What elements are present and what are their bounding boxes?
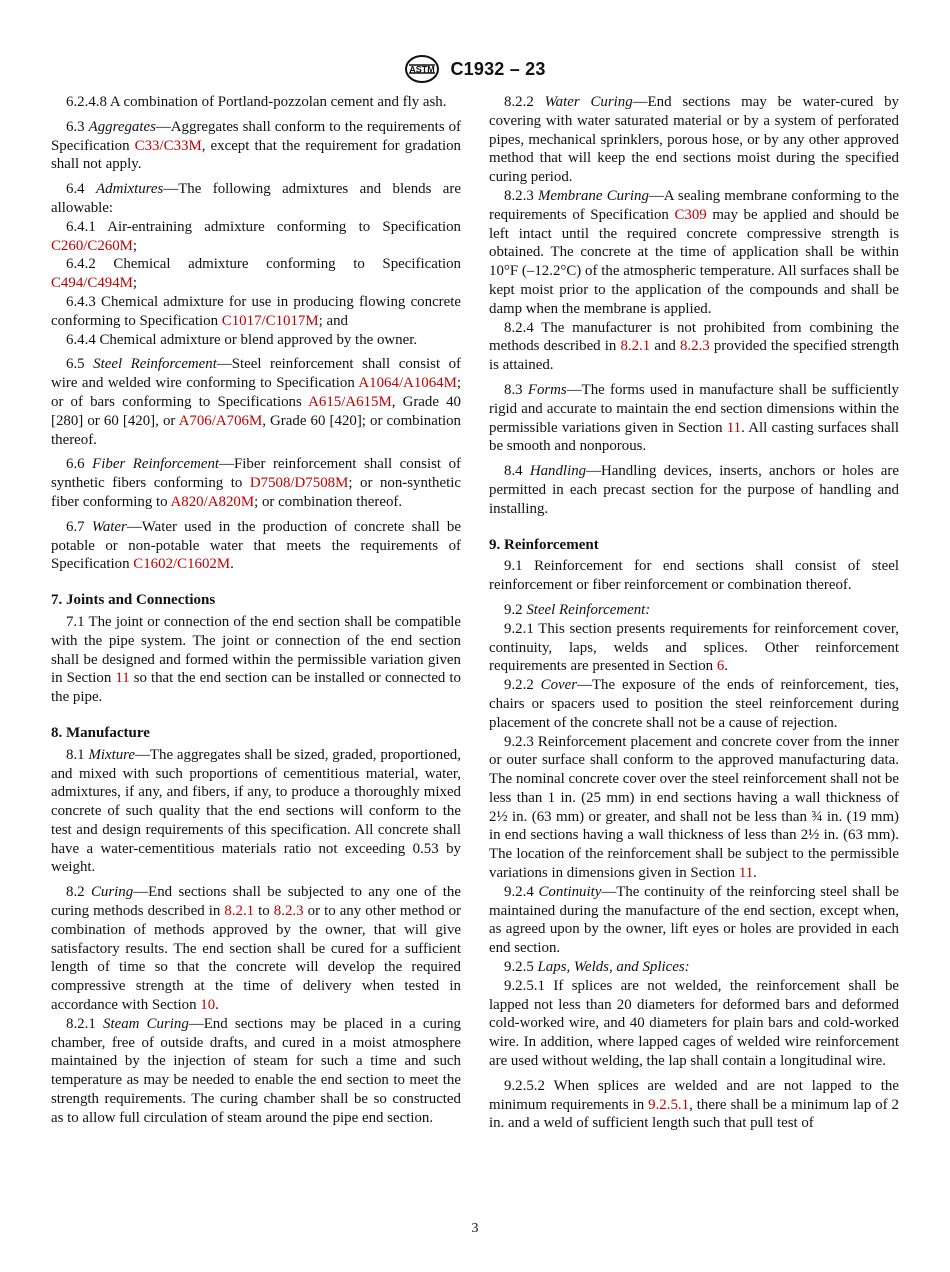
section-heading-7: 7. Joints and Connections bbox=[51, 592, 216, 609]
ref-link[interactable]: A615/A615M bbox=[308, 393, 392, 410]
page-header bbox=[0, 54, 950, 84]
ref-link[interactable]: 6 bbox=[716, 658, 725, 675]
para-9-2-4: 9.2.4 Continuity—The continuity of the reinforcing steel shall be maintained during the manufacture of the end section, except when, as agreed upon by the owner, lift eyes or holes are provided in each end section. bbox=[489, 883, 899, 957]
left-column bbox=[51, 93, 461, 1128]
ref-link[interactable]: C309 bbox=[674, 206, 707, 223]
para-9-2-2: 9.2.2 Cover—The exposure of the ends of reinforcement, ties, chairs or spacers used to position the steel reinforcement during placement of the concrete shall not be a cause of rejection. bbox=[489, 677, 899, 731]
para-6-4: 6.4 Admixtures—The following admixtures and blends are allowable: bbox=[51, 181, 461, 216]
right-column bbox=[489, 93, 899, 1133]
ref-link[interactable]: 11 bbox=[738, 865, 754, 882]
para-9-2-5-2: 9.2.5.2 When splices are welded and are not lapped to the minimum requirements in 9.2.5.1, there shall be a minimum lap of 2 in. and a weld of sufficient length such that pull test of bbox=[489, 1077, 899, 1132]
para-7-1: 7.1 The joint or connection of the end section shall be compatible with the pipe system. The joint or connection of the end section shall be designed and formed within the permissible variation given in Section 11 so that the end section can be installed or connected to the pipe. bbox=[51, 613, 461, 706]
section-heading-9: 9. Reinforcement bbox=[489, 536, 599, 553]
ref-link[interactable]: 8.2.1 bbox=[620, 338, 651, 355]
para-6-6: 6.6 Fiber Reinforcement—Fiber reinforcement shall consist of synthetic fibers conforming to D7508/D7508M; or non-synthetic fiber conforming to A820/A820M; or combination thereof. bbox=[51, 456, 461, 510]
para-6-4-1: 6.4.1 Air-entraining admixture conforming to Specification C260/C260M; bbox=[51, 218, 461, 254]
ref-link[interactable]: A820/A820M bbox=[170, 493, 255, 510]
para-8-1: 8.1 Mixture—The aggregates shall be sized, graded, proportioned, and mixed with such proportions of cementitious material, water, admixtures, if any, and fibers, if any, to produce a thoroughly mixed concrete of such quality that the end sections will conform to the test and design requirements of this specification. All concrete shall have a water-cementitious materials ratio not exceeding 0.53 by weight. bbox=[51, 746, 461, 876]
para-9-2-5-1: 9.2.5.1 If splices are not welded, the reinforcement shall be lapped not less than 20 diameters for deformed bars and deformed cold-worked wire, and 40 diameters for plain bars and cold-worked wire. In addition, where lapped cages of welded wire reinforcement are used without welding, the lap shall contain a longitudinal wire. bbox=[489, 977, 899, 1070]
document-code: C1932 – 23 bbox=[450, 58, 546, 79]
ref-link[interactable]: 10 bbox=[200, 997, 216, 1014]
para-9-2-3: 9.2.3 Reinforcement placement and concrete cover from the inner or outer surface shall conform to the approved manufacturing data. The nominal concrete cover over the steel reinforcement shall not be less than 1 in. (25 mm) in end sections having a wall thickness of 2½ in. (63 mm) or greater, and shall not be less than ¾ in. (19 mm) in end sections having a wall thickness of less than 2½ in. (63 mm). The location of the reinforcement shall be subject to the permissible variations in dimensions given in Section 11. bbox=[489, 733, 899, 882]
para-8-4: 8.4 Handling—Handling devices, inserts, anchors or holes are permitted in each precast section for the purpose of handling and installing. bbox=[489, 463, 899, 517]
ref-link[interactable]: C33/C33M bbox=[134, 137, 202, 154]
svg-text:ASTM: ASTM bbox=[409, 64, 436, 75]
para-8-2-4: 8.2.4 The manufacturer is not prohibited from combining the methods described in 8.2.1 and 8.2.3 provided the specified strength is attained. bbox=[489, 319, 900, 374]
para-6-4-2: 6.4.2 Chemical admixture conforming to Specification C494/C494M; bbox=[51, 256, 461, 292]
para-8-2: 8.2 Curing—End sections shall be subjected to any one of the curing methods described in 8.2.1 to 8.2.3 or to any other method or combination of methods approved by the owner, that will give satisfactory results. The end section shall be cured for a sufficient length of time so that the concrete will develop the required compressive strength at the time of delivery when tested in accordance with Section 10. bbox=[51, 884, 462, 1014]
ref-link[interactable]: A706/A706M bbox=[178, 412, 263, 429]
para-9-2-1: 9.2.1 This section presents requirements for reinforcement cover, continuity, laps, welds and splices. Other reinforcement requirements are presented in Section 6. bbox=[489, 620, 899, 675]
para-9-2: 9.2 Steel Reinforcement: bbox=[504, 601, 651, 618]
para-6-3: 6.3 Aggregates—Aggregates shall conform to the requirements of Specification C33/C33M, except that the requirement for gradation shall not apply. bbox=[51, 118, 461, 173]
ref-link[interactable]: A1064/A1064M bbox=[358, 375, 457, 392]
page-number: 3 bbox=[471, 1221, 479, 1236]
para-8-2-3: 8.2.3 Membrane Curing—A sealing membrane conforming to the requirements of Specification C309 may be applied and should be left intact until the required concrete compressive strength is obtained. The concrete at the time of application shall be within 10°F (–12.2°C) of the atmospheric temperature. All surfaces shall be kept moist prior to the application of the compounds and shall be damp when the membrane is applied. bbox=[489, 187, 900, 317]
ref-link[interactable]: 11 bbox=[726, 419, 742, 436]
ref-link[interactable]: 8.2.3 bbox=[273, 903, 304, 920]
para-6-5: 6.5 Steel Reinforcement—Steel reinforcement shall consist of wire and welded wire conforming to Specification A1064/A1064M; or of bars conforming to Specifications A615/A615M, Grade 40 [280] or 60 [420], or A706/A706M, Grade 60 [420]; or combination thereof. bbox=[51, 356, 462, 448]
para-6-7: 6.7 Water—Water used in the production of concrete shall be potable or non-potable water that meets the requirements of Specification C1602/C1602M. bbox=[51, 518, 461, 573]
para-6-4-3: 6.4.3 Chemical admixture for use in producing flowing concrete conforming to Specification C1017/C1017M; and bbox=[51, 293, 461, 329]
ref-link[interactable]: 9.2.5.1 bbox=[648, 1096, 690, 1113]
astm-logo-icon bbox=[404, 54, 440, 84]
ref-link[interactable]: C260/C260M bbox=[51, 237, 133, 254]
section-heading-8: 8. Manufacture bbox=[51, 724, 150, 741]
ref-link[interactable]: 8.2.3 bbox=[679, 338, 710, 355]
para-6-4-4: 6.4.4 Chemical admixture or blend approved by the owner. bbox=[66, 331, 418, 348]
para-8-2-1: 8.2.1 Steam Curing—End sections may be placed in a curing chamber, free of outside drafts, and cured in a moist atmosphere maintained by the injection of steam for such a time and such temperature as may be needed to enable the end section to meet the strength requirements. The curing chamber shall be so constructed as to allow full circulation of steam around the pipe end section. bbox=[51, 1015, 461, 1126]
ref-link[interactable]: C494/C494M bbox=[51, 275, 133, 292]
ref-link[interactable]: D7508/D7508M bbox=[249, 475, 349, 492]
ref-link[interactable]: 11 bbox=[115, 670, 130, 687]
ref-link[interactable]: C1602/C1602M bbox=[133, 556, 231, 573]
para-6-2-4-8: 6.2.4.8 A combination of Portland-pozzolan cement and fly ash. bbox=[66, 94, 447, 110]
para-9-1: 9.1 Reinforcement for end sections shall consist of steel reinforcement or fiber reinforcement or combination thereof. bbox=[489, 558, 899, 594]
ref-link[interactable]: C1017/C1017M bbox=[221, 312, 319, 329]
para-8-3: 8.3 Forms—The forms used in manufacture shall be sufficiently rigid and accurate to maintain the end section dimensions within the permissible variations given in Section 11. All casting surfaces shall be smooth and nonporous. bbox=[489, 381, 899, 455]
ref-link[interactable]: 8.2.1 bbox=[224, 903, 255, 920]
para-8-2-2: 8.2.2 Water Curing—End sections may be water-cured by covering with water saturated material or by a system of perforated pipes, mechanical sprinklers, porous hose, or by any other approved method that will keep the end sections moist during the specified curing period. bbox=[489, 94, 899, 186]
para-9-2-5: 9.2.5 Laps, Welds, and Splices: bbox=[504, 959, 690, 976]
